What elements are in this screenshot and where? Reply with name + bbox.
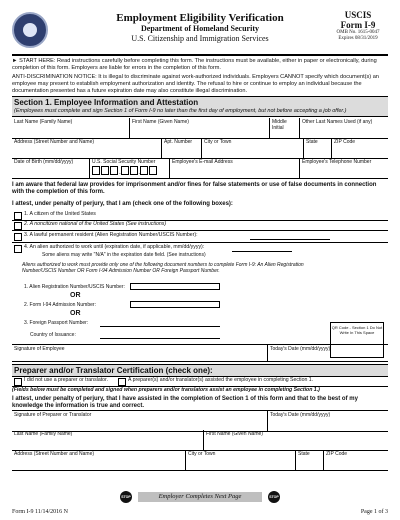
- alien-authorized-checkbox[interactable]: [14, 245, 22, 253]
- ssn-digit-box[interactable]: [92, 166, 100, 175]
- no-preparer-checkbox[interactable]: [14, 378, 22, 386]
- employee-signature-row: [12, 344, 388, 362]
- department-name: Department of Homeland Security: [141, 24, 259, 33]
- page-footer: [12, 508, 388, 516]
- state-field[interactable]: State: [304, 138, 332, 158]
- omb-number: OMB No. 1615-0047: [336, 30, 380, 35]
- start-here-text: ► START HERE: Read instructions carefully before completing this form. The instructions must be available, either in paper or electronically, during completion of this form. Employers are liable for errors in the completion of this form.: [12, 58, 377, 71]
- form-title: Employment Eligibility Verification: [116, 12, 284, 24]
- section1-title: Section 1. Employee Information and Attestation: [14, 98, 199, 107]
- permanent-resident-checkbox[interactable]: [14, 233, 22, 241]
- preparer-title: Preparer and/or Translator Certification (check one):: [14, 366, 213, 375]
- alien-registration-input[interactable]: [130, 283, 220, 290]
- phone-field[interactable]: Employee's Telephone Number: [302, 159, 372, 165]
- i94-label: 2. Form I-94 Admission Number:: [24, 302, 96, 308]
- city-field[interactable]: City or Town: [202, 138, 304, 158]
- form-number: Form I-9: [340, 20, 376, 30]
- employee-signature-field[interactable]: Signature of Employee: [12, 345, 268, 361]
- preparer-date-field[interactable]: Today's Date (mm/dd/yyyy): [270, 412, 331, 418]
- first-name-field[interactable]: First Name (Given Name): [130, 118, 270, 138]
- qr-code-box: QR Code - Section 1 Do Not Write In This Space: [330, 322, 384, 358]
- agency-name: U.S. Citizenship and Immigration Services: [131, 34, 269, 43]
- i94-input[interactable]: [130, 301, 220, 308]
- preparer-address-field[interactable]: Address (Street Number and Name): [12, 450, 186, 470]
- ssn-digit-box[interactable]: [130, 166, 138, 175]
- header-rule: [12, 54, 388, 56]
- passport-line[interactable]: [100, 326, 220, 327]
- some-aliens-note: Some aliens may write "N/A" in the expiration date field. (See instructions): [42, 252, 206, 258]
- header-right: [328, 10, 388, 42]
- section1-name-row: [12, 118, 388, 139]
- section1-header: [12, 96, 388, 117]
- stop-sign-icon: STOP: [268, 491, 280, 503]
- form-header: [12, 10, 388, 52]
- preparer-zip-field[interactable]: ZIP Code: [326, 451, 348, 457]
- alien-authorized-option-label: 4. An alien authorized to work until (expiration date, if applicable, mm/dd/yyyy):: [24, 244, 205, 250]
- zip-field[interactable]: ZIP Code: [334, 139, 356, 145]
- ssn-digit-box[interactable]: [121, 166, 129, 175]
- form-revision: Form I-9 11/14/2016 N: [12, 509, 68, 515]
- preparer-last-name-field[interactable]: Last Name (Family Name): [12, 430, 204, 450]
- alien-number-line[interactable]: [250, 239, 330, 240]
- address-field[interactable]: Address (Street Number and Name): [12, 138, 162, 158]
- preparer-signature-row: [12, 410, 388, 432]
- page-number: Page 1 of 3: [360, 509, 388, 515]
- preparer-state-field[interactable]: State: [296, 450, 324, 470]
- section1-subtitle: (Employees must complete and sign Section 1 of Form I-9 no later than the first day of employment, but not before accepting a job offer.): [14, 108, 347, 114]
- noncitizen-national-checkbox[interactable]: [14, 222, 22, 230]
- permanent-resident-option-label: 3. A lawful permanent resident (Alien Registration Number/USCIS Number):: [24, 232, 198, 238]
- citizen-option-label: 1. A citizen of the United States: [24, 211, 96, 217]
- ssn-digit-box[interactable]: [101, 166, 109, 175]
- or-divider-2: OR: [70, 310, 81, 317]
- uscis-label: USCIS: [344, 10, 372, 20]
- preparer-address-row: [12, 450, 388, 471]
- stop-bar: [120, 492, 280, 502]
- ssn-boxes: - -: [92, 166, 167, 177]
- alien-registration-label: 1. Alien Registration Number/USCIS Number:: [24, 284, 125, 290]
- passport-label: 3. Foreign Passport Number:: [24, 320, 89, 326]
- section1-dob-row: [12, 158, 388, 179]
- preparer-assisted-checkbox[interactable]: [118, 378, 126, 386]
- no-preparer-label: I did not use a preparer or translator.: [24, 377, 108, 383]
- last-name-field[interactable]: Last Name (Family Name): [12, 118, 130, 138]
- employee-date-field[interactable]: Today's Date (mm/dd/yyyy): [270, 346, 331, 352]
- apt-number-field[interactable]: Apt. Number: [162, 138, 202, 158]
- ssn-label: U.S. Social Security Number: [92, 159, 156, 165]
- preparer-first-name-field[interactable]: First Name (Given Name): [206, 431, 263, 437]
- preparer-city-field[interactable]: City or Town: [186, 450, 296, 470]
- preparer-note: (Fields below must be completed and signed when preparers and/or translators assist an employee in completing Section 1.): [12, 387, 320, 393]
- expiration-date: Expires 08/31/2019: [338, 36, 378, 41]
- ssn-digit-box[interactable]: [110, 166, 118, 175]
- middle-initial-field[interactable]: Middle Initial: [270, 118, 300, 138]
- preparer-assisted-label: A preparer(s) and/or translator(s) assisted the employee in completing Section 1.: [128, 377, 314, 383]
- anti-discrimination-text: ANTI-DISCRIMINATION NOTICE: It is illegal to discriminate against work-authorized individuals. Employers CANNOT specify which document(s) an employee may present to establish employment authorization and identity. The refusal to hire or continue to employ an individual because the documentation presented has a future expiration date may also constitute illegal discrimination.: [12, 74, 379, 94]
- aliens-document-note: Aliens authorized to work must provide only one of the following document numbers to complete Form I-9: An Alien Registration Number/USCIS Number OR Form I-94 Admission Number OR Foreign Passport Number.: [22, 262, 304, 274]
- preparer-attest: I attest, under penalty of perjury, that I have assisted in the completion of Section 1 of this form and that to the best of my knowledge the information is true and correct.: [12, 396, 358, 409]
- ssn-field[interactable]: [90, 158, 170, 178]
- attest-statement: I attest, under penalty of perjury, that I am (check one of the following boxes):: [12, 201, 233, 207]
- expiration-date-line[interactable]: [232, 251, 292, 252]
- or-divider-1: OR: [70, 292, 81, 299]
- preparer-signature-field[interactable]: Signature of Preparer or Translator: [12, 411, 268, 431]
- stop-sign-icon: STOP: [120, 491, 132, 503]
- aware-statement: I am aware that federal law provides for imprisonment and/or fines for false statements or use of false documents in connection with the completion of this form.: [12, 182, 377, 195]
- ssn-digit-box[interactable]: [140, 166, 148, 175]
- preparer-name-row: [12, 430, 388, 451]
- country-line[interactable]: [100, 338, 220, 339]
- employer-next-page-text: Employer Completes Next Page: [138, 492, 262, 502]
- email-field[interactable]: Employee's E-mail Address: [170, 158, 300, 178]
- dob-field[interactable]: Date of Birth (mm/dd/yyyy): [12, 158, 90, 178]
- noncitizen-national-option-label: 2. A noncitizen national of the United States (See instructions): [24, 221, 167, 227]
- other-last-names-field[interactable]: Other Last Names Used (if any): [302, 119, 373, 125]
- country-label: Country of Issuance:: [30, 332, 76, 338]
- citizen-checkbox[interactable]: [14, 212, 22, 220]
- ssn-digit-box[interactable]: [149, 166, 157, 175]
- section1-address-row: [12, 138, 388, 159]
